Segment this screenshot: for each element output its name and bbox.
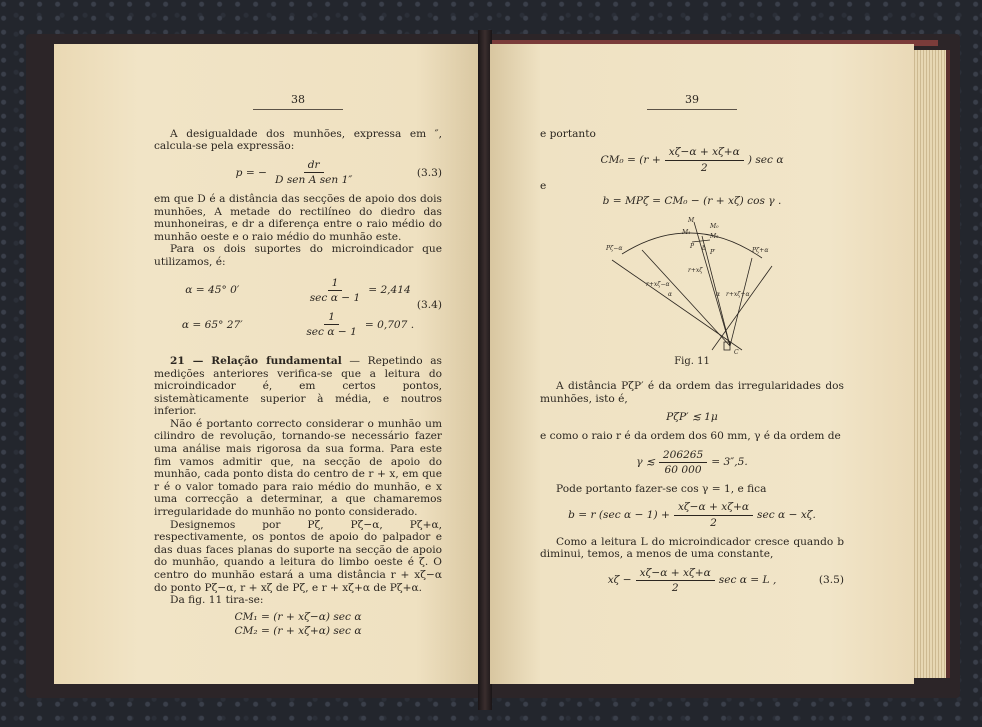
equation-cm1: CM₁ = (r + xζ−α) sec α [234, 610, 362, 623]
figure-label: r+xζ+α [726, 290, 750, 298]
numerator: xζ−α + xζ+α [665, 146, 744, 161]
paragraph: A desigualdade dos munhões, expressa em ″, calcula-se pela expressão: [154, 127, 442, 153]
equation-3-3 [154, 159, 442, 187]
equation-value: = 2,414 [368, 284, 411, 297]
figure-label: r+xζ−α [646, 280, 670, 288]
numerator: 1 [328, 277, 343, 292]
equation-value: = 0,707 . [364, 318, 415, 331]
page-number: 38 [291, 93, 305, 106]
paragraph: Não é portanto correcto considerar o munhão um cilindro de revolução, tornando-se necessário fazer uma análise mais rigorosa da sua forma. Para este fim vamos admitir que, na secção de apoio do munhão, cada ponto dista do centro de r + x, em que r é o valor tomado para raio médio do munhão, e x uma correcção a determinar, a que chamaremos irregularidade do munhão no ponto considerado. [154, 417, 442, 519]
paragraph: e [540, 180, 547, 193]
equation-lhs: α = 45° 0′ [185, 284, 240, 297]
equation-cm2: CM₂ = (r + xζ+α) sec α [234, 625, 362, 638]
paragraph: A distância PζP′ é da ordem das irregularidades dos munhões, isto é, [540, 380, 844, 405]
paragraph: Designemos por Pζ, Pζ−α, Pζ+α, respectivamente, os pontos de apoio do palpador e das duas faces planas do suporte na secção de apoio do munhão, quando a leitura do limbo oeste é ζ. O centro do munhão estará a uma distância r + xζ−α do ponto Pζ−α, r + xζ de Pζ, e r + xζ+α de Pζ+α. [154, 518, 442, 594]
figure-label: Pζ+α [752, 246, 769, 254]
numerator: 206265 [659, 449, 707, 464]
equation-rhs: ) sec α [747, 153, 784, 166]
header-rule [253, 109, 343, 110]
figure-label: Pζ−α [606, 244, 623, 252]
equation-gamma [540, 449, 844, 477]
paragraph: e portanto [540, 127, 596, 140]
fraction [636, 567, 715, 595]
section-paragraph [154, 355, 442, 418]
figure-label: M₀ [710, 222, 719, 230]
section-text: — Repetindo as medições anteriores verifica-se que a leitura do microindicador é, em certos pontos, sistemàticamente superior à média, e noutros inferior. [154, 354, 442, 418]
paragraph: em que D é a distância das secções de apoio dos dois munhões, A metade do rectilíneo do diedro das munhoneiras, e dr a diferença entre o raio médio do munhão oeste e o raio médio do munhão este. [154, 192, 442, 243]
equation-3-4 [154, 277, 442, 339]
equation-rhs: sec α − xζ. [757, 509, 816, 522]
equation-row [154, 277, 442, 305]
geometry-diagram [602, 214, 782, 354]
figure-label: P′ [710, 248, 716, 256]
equation-lhs: p = − [235, 166, 267, 179]
numerator: 1 [324, 311, 339, 326]
equation-row [154, 311, 442, 339]
figure-label: C [734, 348, 739, 354]
figure-11 [540, 214, 844, 354]
denominator: 2 [710, 516, 717, 529]
equation-b2 [540, 501, 844, 529]
equation-lhs: b = r (sec α − 1) + [568, 509, 670, 522]
radius-line [694, 222, 730, 346]
fraction [302, 311, 361, 339]
equation-lhs: α = 65° 27′ [181, 318, 243, 331]
fraction [271, 159, 356, 187]
fraction [659, 449, 707, 477]
support-face-line [612, 260, 742, 350]
equation-lhs: CM₀ = (r + [600, 153, 661, 166]
equation-number: (3.4) [416, 298, 442, 311]
equation-pp: PζP′ ≲ 1μ [666, 411, 718, 424]
equation-number: (3.5) [818, 574, 844, 587]
figure-label: α [668, 290, 673, 298]
numerator: dr [304, 159, 324, 174]
fraction [674, 501, 753, 529]
denominator: sec α − 1 [306, 326, 357, 339]
equation-lhs: γ ≲ [636, 456, 655, 469]
equation-b: b = MPζ = CM₀ − (r + xζ) cos γ . [602, 194, 782, 207]
equation-3-5 [540, 567, 844, 595]
numerator: xζ−α + xζ+α [674, 501, 753, 516]
figure-label: M₁ [682, 228, 691, 236]
paragraph: Para os dois suportes do microindicador que utilizamos, é: [154, 243, 442, 268]
tangent-line [692, 240, 710, 242]
denominator: D sen A sen 1″ [274, 174, 353, 187]
paragraph: e como o raio r é da ordem dos 60 mm, γ é da ordem de [540, 429, 841, 442]
page-edges [912, 50, 950, 678]
figure-label: r+xζ [688, 266, 703, 274]
paragraph: Como a leitura L do microindicador cresce quando b diminui, temos, a menos de uma constante, [540, 535, 844, 561]
equation-number: (3.3) [416, 166, 442, 179]
left-page [54, 44, 480, 684]
radius-line [642, 250, 730, 346]
figure-label: P [690, 242, 695, 250]
right-page [490, 44, 914, 684]
equation-rhs: sec α = L , [718, 574, 777, 587]
fraction [665, 146, 744, 174]
fraction [306, 277, 365, 305]
denominator: 2 [700, 161, 708, 174]
equation-rhs: = 3″,5. [711, 456, 748, 469]
figure-label: α [716, 290, 721, 298]
radius-line [730, 258, 752, 346]
figure-caption: Fig. 11 [674, 355, 710, 367]
section-title: 21 — Relação fundamental [170, 354, 342, 367]
denominator: 60 000 [664, 464, 702, 477]
equation-lhs: xζ − [607, 574, 632, 587]
figure-label: M [688, 216, 695, 224]
equation-cm0 [540, 146, 844, 174]
figure-label: b [702, 244, 706, 252]
paragraph: Da fig. 11 tira-se: [170, 594, 264, 607]
page-number: 39 [685, 93, 699, 106]
paragraph: Pode portanto fazer-se cos γ = 1, e fica [556, 482, 767, 495]
figure-label: M₂ [710, 232, 719, 240]
denominator: 2 [671, 582, 679, 595]
header-rule [647, 109, 737, 110]
denominator: sec α − 1 [309, 292, 361, 305]
support-face-line [712, 266, 772, 350]
numerator: xζ−α + xζ+α [636, 567, 715, 582]
